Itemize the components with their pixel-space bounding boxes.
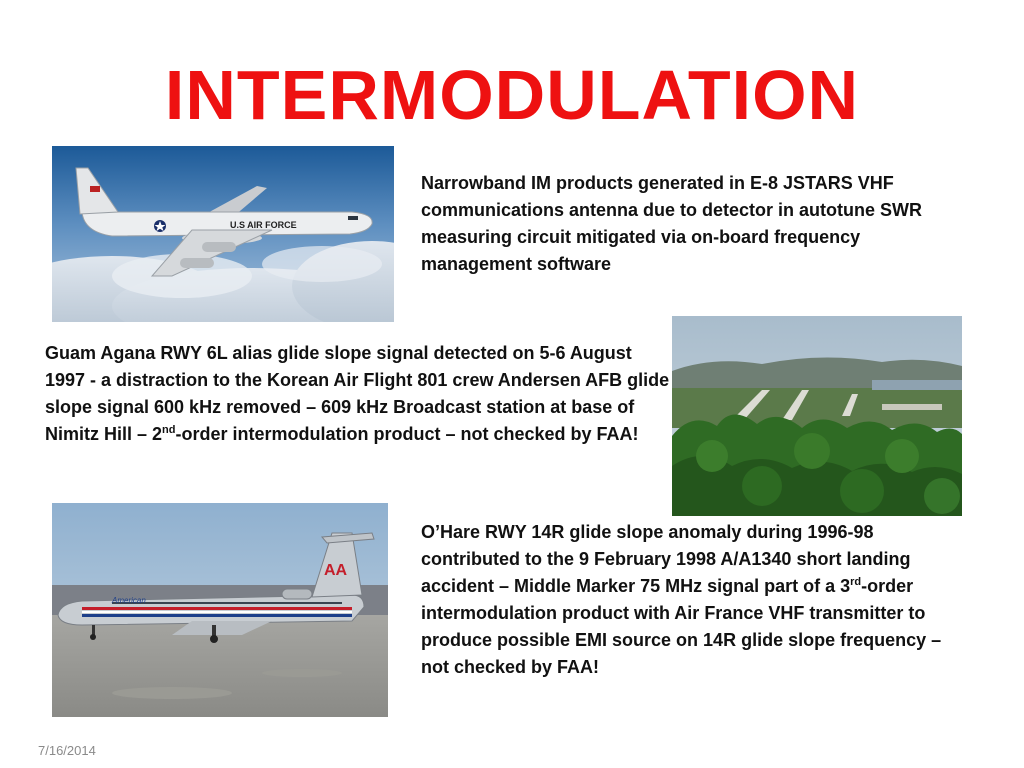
- footer-date: 7/16/2014: [38, 743, 96, 758]
- livery-text: American: [112, 596, 146, 605]
- paragraph-jstars: Narrowband IM products generated in E-8 JSTARS VHF communications antenna due to detector in autotune SWR measuring circuit mitigated via on-board frequency management software: [421, 173, 923, 274]
- paragraph-guam-tail: -order intermodulation product – not checked by FAA!: [175, 424, 639, 444]
- paragraph-guam: [45, 340, 670, 448]
- paragraph-guam-main: Guam Agana RWY 6L alias glide slope signal detected on 5-6 August 1997 - a distraction to the Korean Air Flight 801 crew Andersen AFB glide slope signal 600 kHz removed – 609 kHz Broadcast station at base of Nimitz Hill – 2: [45, 343, 670, 444]
- tail-text: AA: [324, 562, 348, 579]
- slide-title: INTERMODULATION: [164, 56, 860, 134]
- ordinal-suffix: rd: [850, 576, 862, 588]
- paragraph-ohare-main: O’Hare RWY 14R glide slope anomaly during 1996-98 contributed to the 9 February 1998 A/A1340 short landing accident – Middle Marker 75 MHz signal part of a 3: [421, 522, 911, 596]
- paragraph-ohare: [421, 519, 971, 681]
- ordinal-suffix: nd: [162, 424, 176, 436]
- american-airlines-photo: [52, 503, 388, 717]
- guam-runway-photo: [672, 316, 962, 516]
- paragraph-ohare-tail: -order intermodulation product with Air France VHF transmitter to produce possible EMI source on 14R glide slope frequency – not checked by FAA!: [421, 576, 942, 677]
- jstars-aircraft-photo: [52, 146, 394, 322]
- fuselage-text: U.S AIR FORCE: [230, 220, 297, 230]
